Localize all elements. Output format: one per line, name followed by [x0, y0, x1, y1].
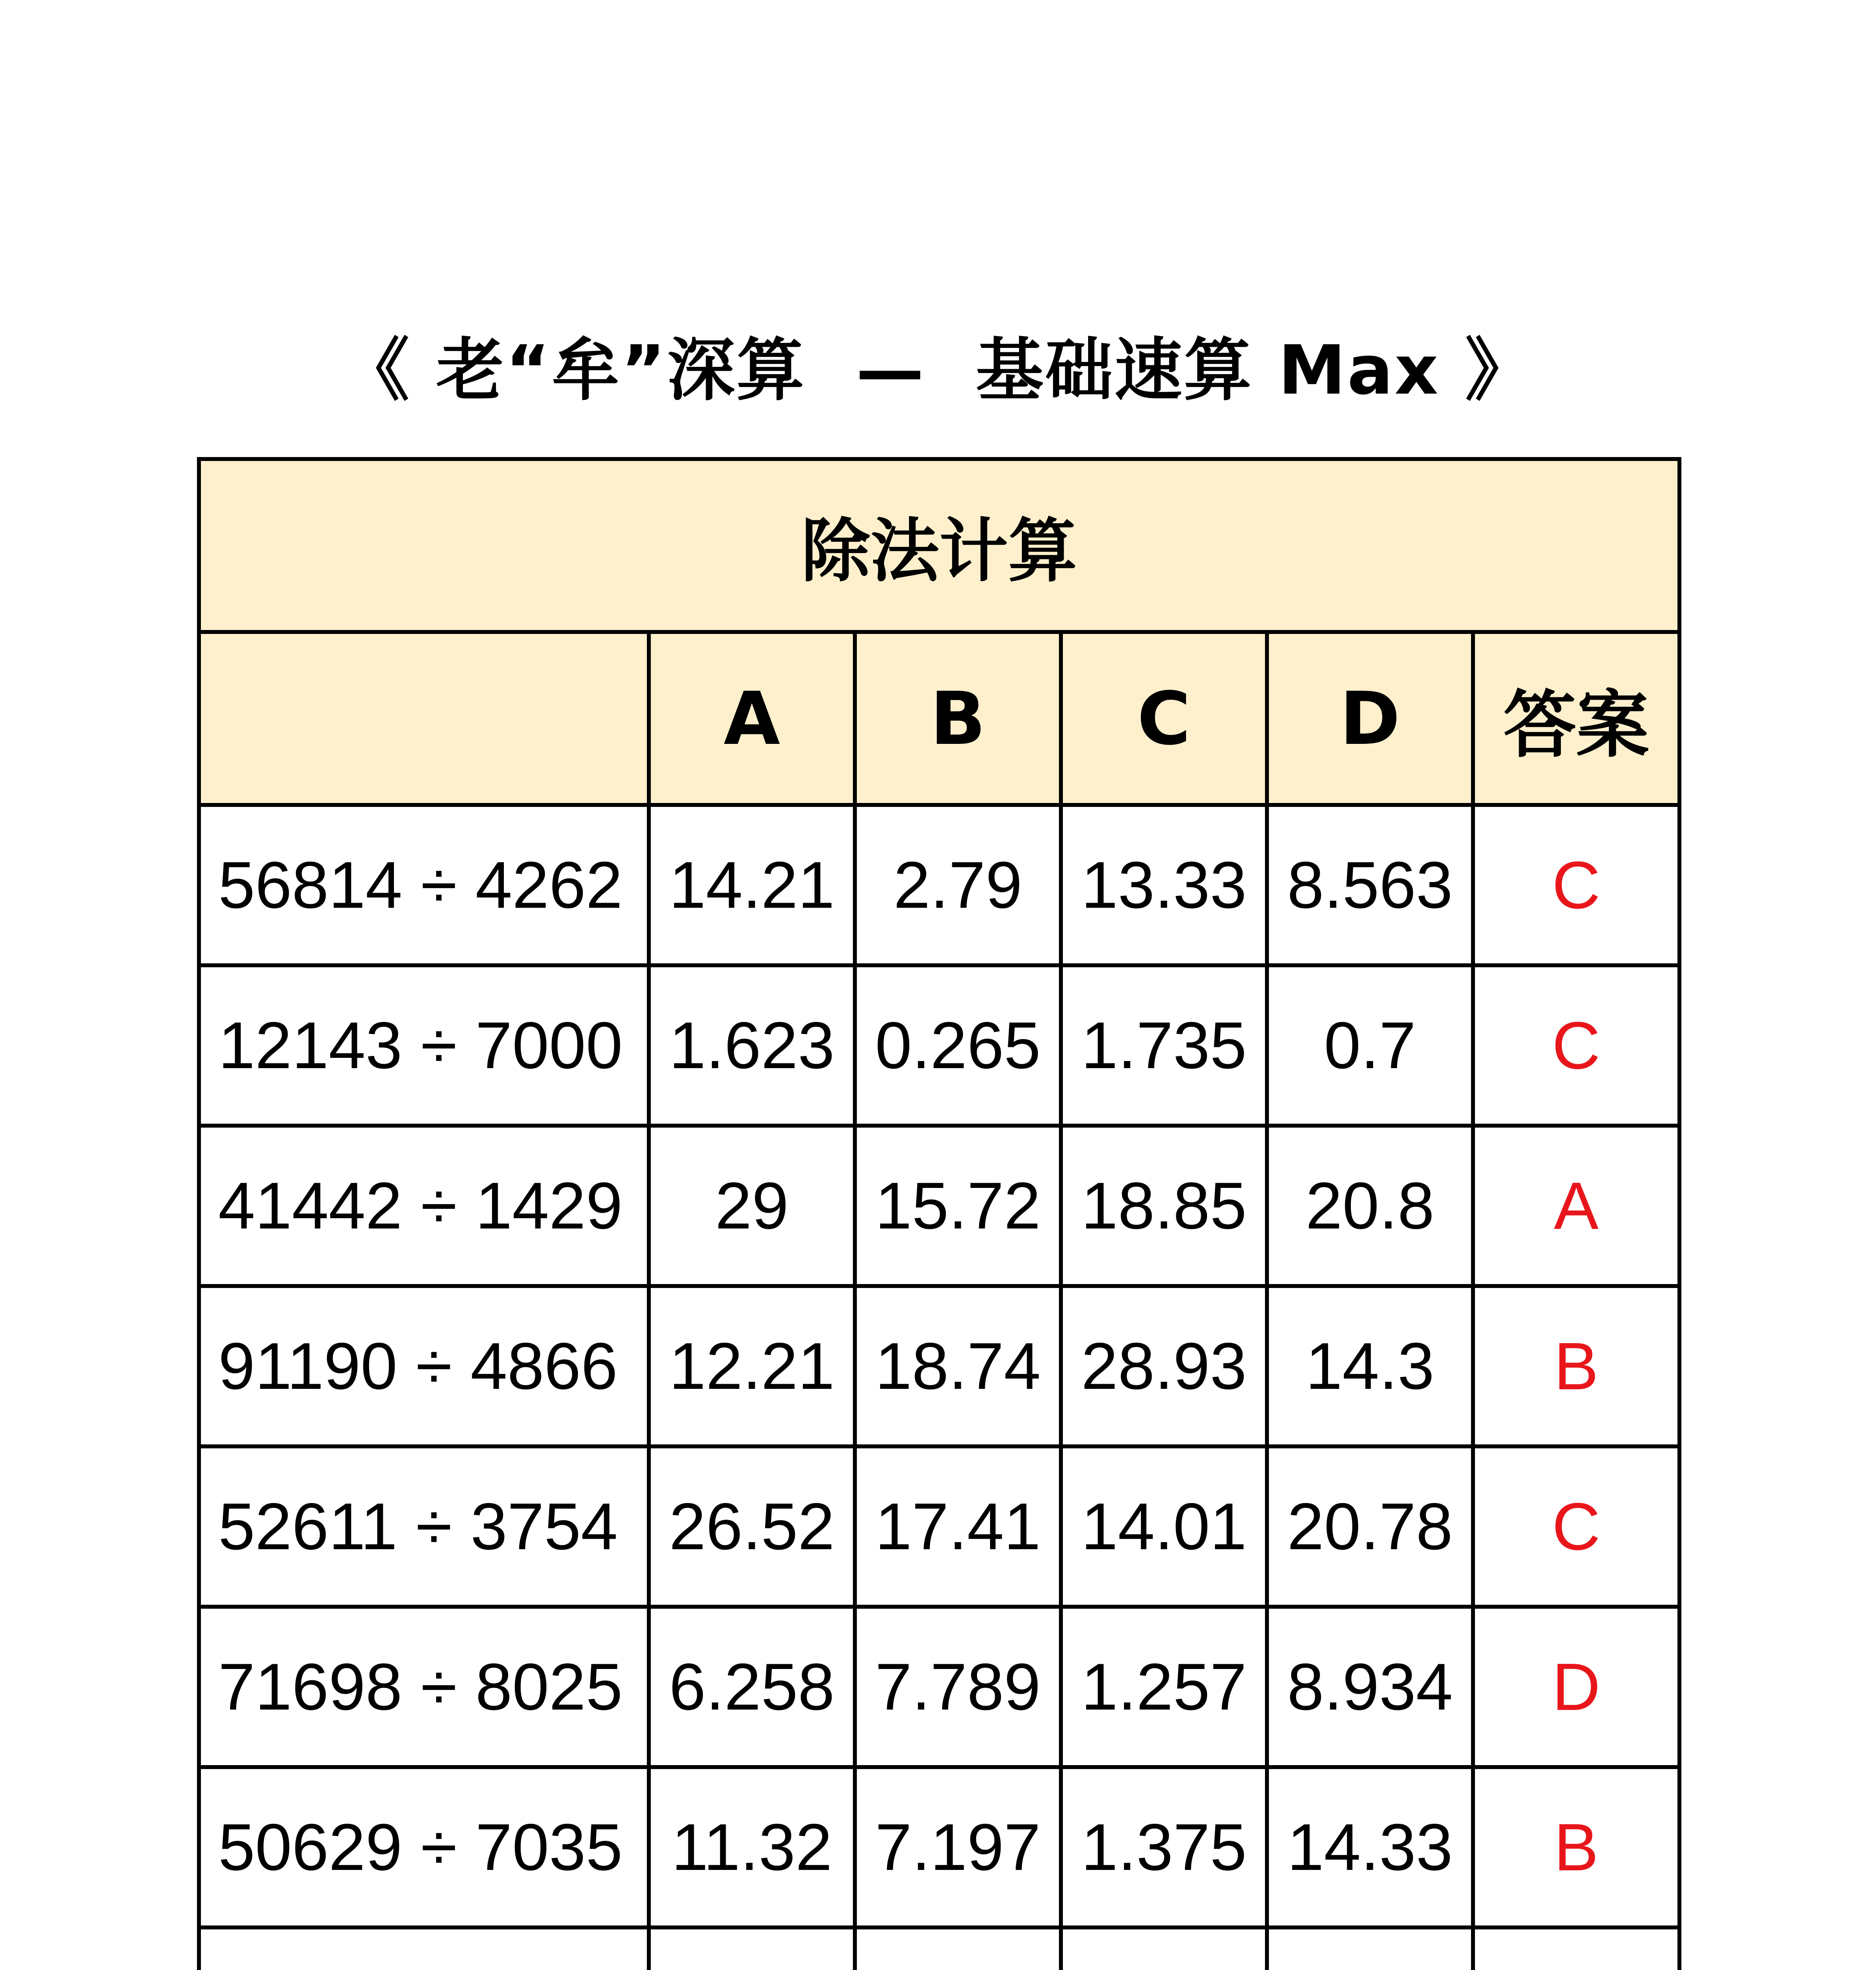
option-d-cell [1267, 1927, 1473, 1970]
page-title: 《 老“牟”深算 — 基础速算 Max 》 [342, 331, 1534, 410]
expression-cell: 91190 ÷ 4866 [199, 1286, 649, 1446]
banner-row [199, 459, 1679, 632]
table-row [199, 1767, 1679, 1927]
answer-cell [1473, 1927, 1679, 1970]
header-row [199, 632, 1679, 805]
option-c-cell: 28.93 [1061, 1286, 1267, 1446]
answer-cell: B [1473, 1286, 1679, 1446]
answer-cell: C [1473, 1446, 1679, 1607]
answer-cell: B [1473, 1767, 1679, 1927]
option-a-cell [649, 1927, 855, 1970]
option-b-cell: 17.41 [855, 1446, 1061, 1607]
table-row [199, 1607, 1679, 1767]
option-c-cell: 1.735 [1061, 965, 1267, 1126]
table-row [199, 965, 1679, 1126]
expression-cell: 71698 ÷ 8025 [199, 1607, 649, 1767]
option-a-cell: 12.21 [649, 1286, 855, 1446]
option-a-cell: 11.32 [649, 1767, 855, 1927]
expression-cell: 12143 ÷ 7000 [199, 965, 649, 1126]
table-row [199, 1126, 1679, 1286]
table-row [199, 1927, 1679, 1970]
option-c-cell: 13.33 [1061, 805, 1267, 965]
header-cell-d: D [1267, 632, 1473, 805]
option-b-cell [855, 1927, 1061, 1970]
option-c-cell: 1.257 [1061, 1607, 1267, 1767]
option-d-cell: 0.7 [1267, 965, 1473, 1126]
answer-cell: D [1473, 1607, 1679, 1767]
expression-cell: 52611 ÷ 3754 [199, 1446, 649, 1607]
table-banner: 除法计算 [199, 459, 1679, 632]
option-d-cell: 14.33 [1267, 1767, 1473, 1927]
option-c-cell: 14.01 [1061, 1446, 1267, 1607]
header-cell-expression [199, 632, 649, 805]
expression-cell [199, 1927, 649, 1970]
option-a-cell: 29 [649, 1126, 855, 1286]
option-c-cell: 1.375 [1061, 1767, 1267, 1927]
option-b-cell: 2.79 [855, 805, 1061, 965]
table-row [199, 1286, 1679, 1446]
option-b-cell: 7.197 [855, 1767, 1061, 1927]
option-b-cell: 0.265 [855, 965, 1061, 1126]
option-c-cell: 18.85 [1061, 1126, 1267, 1286]
option-a-cell: 26.52 [649, 1446, 855, 1607]
table-row [199, 1446, 1679, 1607]
expression-cell: 41442 ÷ 1429 [199, 1126, 649, 1286]
option-b-cell: 7.789 [855, 1607, 1061, 1767]
header-cell-c: C [1061, 632, 1267, 805]
option-a-cell: 1.623 [649, 965, 855, 1126]
header-cell-a: A [649, 632, 855, 805]
table-row [199, 805, 1679, 965]
answer-cell: C [1473, 965, 1679, 1126]
option-a-cell: 6.258 [649, 1607, 855, 1767]
header-cell-answer: 答案 [1473, 632, 1679, 805]
expression-cell: 56814 ÷ 4262 [199, 805, 649, 965]
option-d-cell: 14.3 [1267, 1286, 1473, 1446]
option-d-cell: 8.563 [1267, 805, 1473, 965]
option-d-cell: 20.8 [1267, 1126, 1473, 1286]
option-c-cell [1061, 1927, 1267, 1970]
division-table [197, 457, 1681, 1970]
option-b-cell: 15.72 [855, 1126, 1061, 1286]
header-cell-b: B [855, 632, 1061, 805]
answer-cell: A [1473, 1126, 1679, 1286]
expression-cell: 50629 ÷ 7035 [199, 1767, 649, 1927]
option-d-cell: 8.934 [1267, 1607, 1473, 1767]
answer-cell: C [1473, 805, 1679, 965]
option-a-cell: 14.21 [649, 805, 855, 965]
option-b-cell: 18.74 [855, 1286, 1061, 1446]
option-d-cell: 20.78 [1267, 1446, 1473, 1607]
